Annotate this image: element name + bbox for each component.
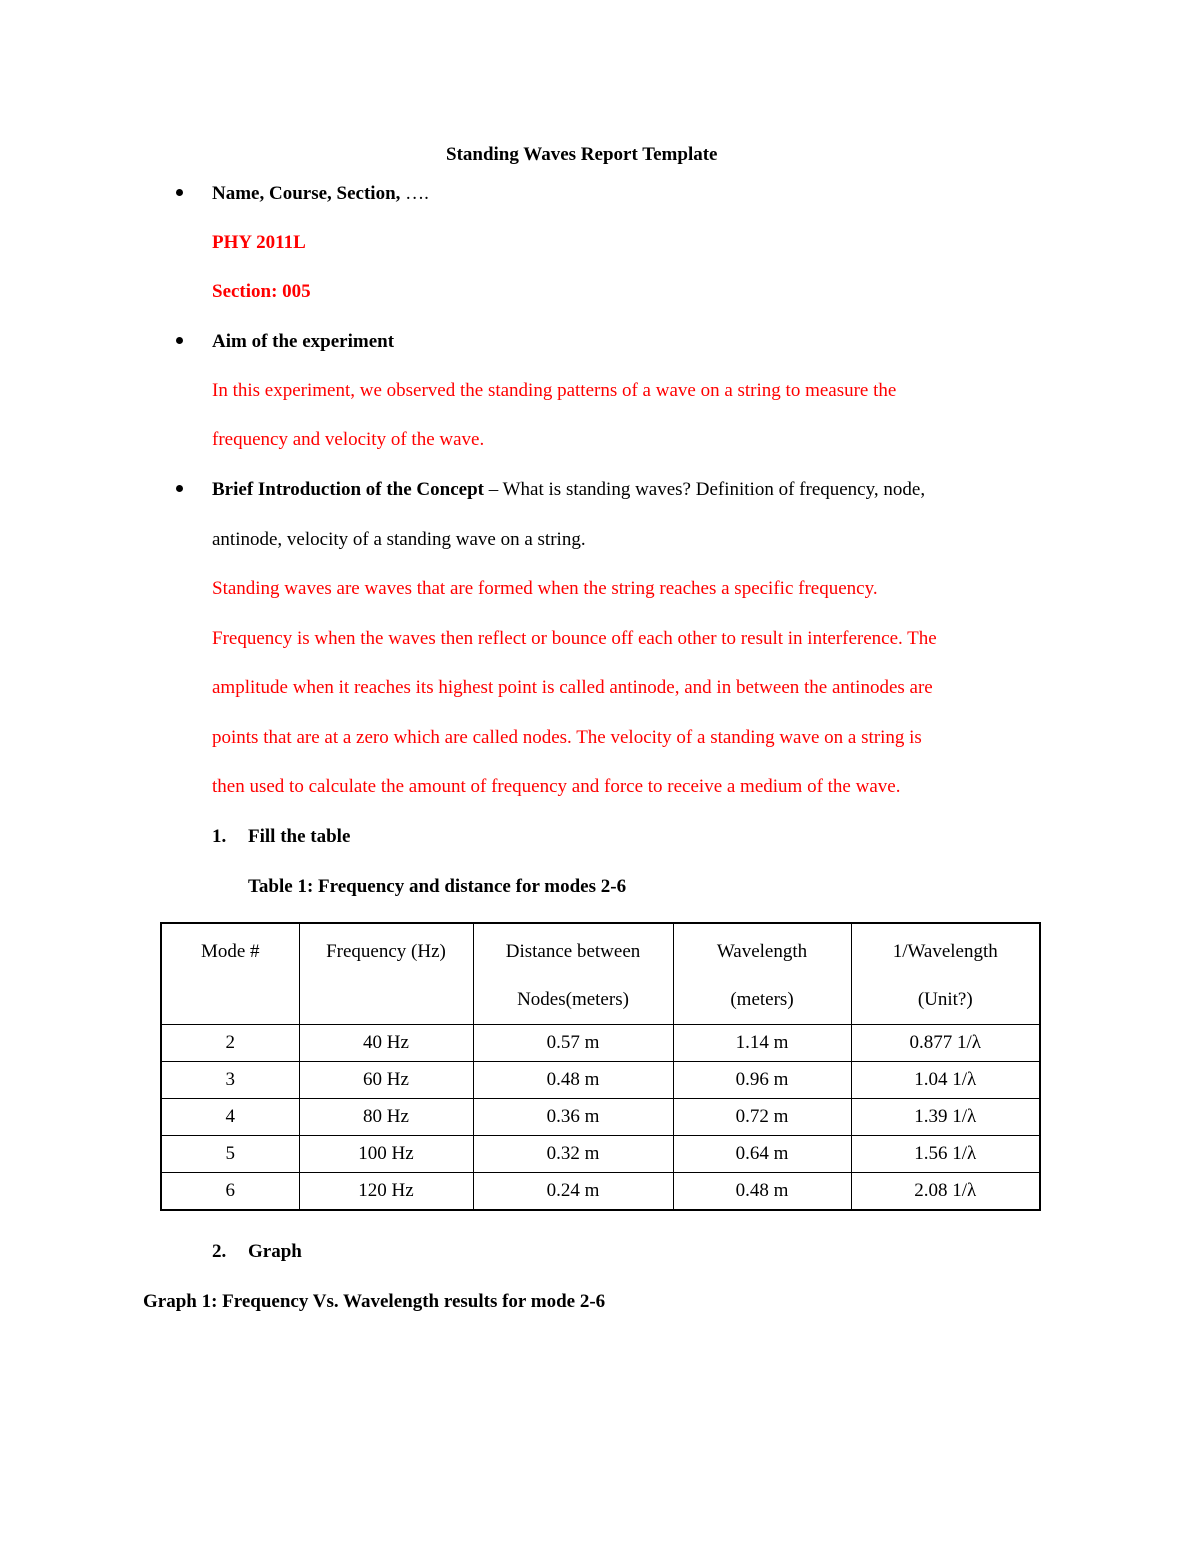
aim-text-line: frequency and velocity of the wave. — [212, 429, 485, 450]
cell-mode: 3 — [161, 1062, 299, 1099]
cell-inverse-wavelength: 1.39 1/λ — [851, 1099, 1040, 1136]
bullet-icon — [176, 485, 183, 492]
intro-prompt-line: antinode, velocity of a standing wave on a string. — [212, 529, 586, 550]
table-row — [161, 1062, 1040, 1099]
header-frequency: Frequency (Hz) — [299, 923, 473, 1025]
cell-inverse-wavelength: 1.56 1/λ — [851, 1136, 1040, 1173]
section2-number: 2. — [212, 1241, 227, 1262]
table-row — [161, 1136, 1040, 1173]
cell-wavelength: 1.14 m — [673, 1025, 851, 1062]
ellipsis: …. — [400, 183, 429, 204]
aim-heading: Aim of the experiment — [212, 331, 395, 352]
table-header-row — [161, 923, 1040, 1025]
section-number: Section: 005 — [212, 281, 311, 302]
cell-wavelength: 0.48 m — [673, 1173, 851, 1211]
cell-inverse-wavelength: 0.877 1/λ — [851, 1025, 1040, 1062]
name-course-section-label: Name, Course, Section, — [212, 183, 401, 204]
course-code: PHY 2011L — [212, 232, 306, 253]
table-row — [161, 1173, 1040, 1211]
intro-line — [212, 479, 925, 501]
table-row — [161, 1099, 1040, 1136]
page-title: Standing Waves Report Template — [446, 144, 718, 165]
cell-frequency: 100 Hz — [299, 1136, 473, 1173]
cell-distance: 0.48 m — [473, 1062, 673, 1099]
cell-mode: 6 — [161, 1173, 299, 1211]
section1-heading: Fill the table — [248, 826, 351, 847]
cell-frequency: 120 Hz — [299, 1173, 473, 1211]
cell-inverse-wavelength: 1.04 1/λ — [851, 1062, 1040, 1099]
header-wavelength: Wavelength (meters) — [673, 923, 851, 1025]
cell-wavelength: 0.72 m — [673, 1099, 851, 1136]
header-inverse-wavelength: 1/Wavelength (Unit?) — [851, 923, 1040, 1025]
bullet-icon — [176, 337, 183, 344]
intro-answer-line: points that are at a zero which are called nodes. The velocity of a standing wave on a string is — [212, 727, 922, 748]
bullet-icon — [176, 189, 183, 196]
graph-caption: Graph 1: Frequency Vs. Wavelength results for mode 2-6 — [143, 1291, 606, 1312]
intro-answer-line: then used to calculate the amount of frequency and force to receive a medium of the wave. — [212, 776, 901, 797]
table-caption: Table 1: Frequency and distance for modes 2-6 — [248, 876, 627, 897]
header-distance: Distance between Nodes(meters) — [473, 923, 673, 1025]
cell-frequency: 60 Hz — [299, 1062, 473, 1099]
cell-wavelength: 0.96 m — [673, 1062, 851, 1099]
section1-number: 1. — [212, 826, 227, 847]
name-course-section-line — [212, 183, 429, 205]
intro-heading: Brief Introduction of the Concept — [212, 479, 484, 500]
intro-answer-line: amplitude when it reaches its highest point is called antinode, and in between the antinodes are — [212, 677, 933, 698]
aim-text-line: In this experiment, we observed the standing patterns of a wave on a string to measure the — [212, 380, 897, 401]
cell-frequency: 40 Hz — [299, 1025, 473, 1062]
cell-distance: 0.24 m — [473, 1173, 673, 1211]
intro-answer-line: Standing waves are waves that are formed when the string reaches a specific frequency. — [212, 578, 878, 599]
intro-prompt: – What is standing waves? Definition of frequency, node, — [483, 479, 926, 500]
cell-distance: 0.57 m — [473, 1025, 673, 1062]
intro-answer-line: Frequency is when the waves then reflect or bounce off each other to result in interference. The — [212, 628, 937, 649]
cell-frequency: 80 Hz — [299, 1099, 473, 1136]
section2-heading: Graph — [248, 1241, 302, 1262]
cell-inverse-wavelength: 2.08 1/λ — [851, 1173, 1040, 1211]
cell-mode: 5 — [161, 1136, 299, 1173]
cell-mode: 4 — [161, 1099, 299, 1136]
frequency-table — [160, 922, 1041, 1211]
cell-wavelength: 0.64 m — [673, 1136, 851, 1173]
cell-distance: 0.36 m — [473, 1099, 673, 1136]
header-mode: Mode # — [161, 923, 299, 1025]
cell-distance: 0.32 m — [473, 1136, 673, 1173]
table-row — [161, 1025, 1040, 1062]
cell-mode: 2 — [161, 1025, 299, 1062]
